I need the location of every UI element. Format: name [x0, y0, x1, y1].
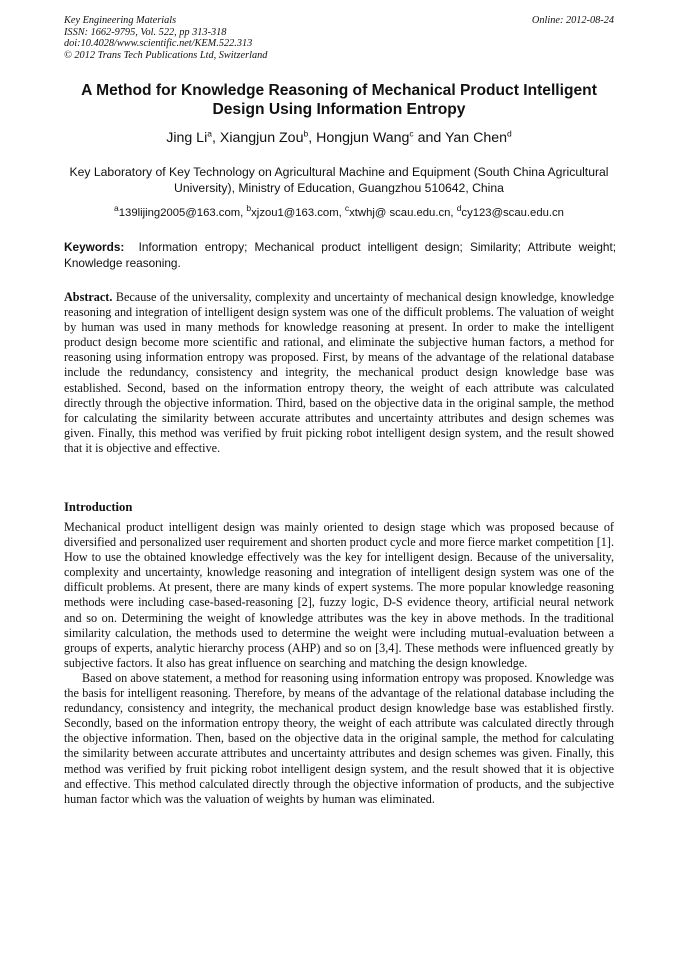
email-sup: a: [114, 203, 119, 214]
author-sup: b: [303, 128, 309, 139]
author: Yan Chen: [444, 130, 508, 146]
online-date: Online: 2012-08-24: [531, 15, 614, 26]
author-sep: ,: [211, 130, 220, 146]
keywords-text: Information entropy; Mechanical product intelligent design; Similarity; Attribute weight; Knowledge reasoning.: [64, 240, 616, 270]
issn-line: ISSN: 1662-9795, Vol. 522, pp 313-318: [64, 26, 227, 38]
author-sup: c: [409, 128, 414, 139]
paragraph: Based on above statement, a method for reasoning using information entropy was proposed. Knowledge was the basis for intelligent reasoning. Therefore, by means of the advantage of the relational database including the redundancy, consistency and integrity, the mechanical product design knowledge base was established firstly. Secondly, based on the information entropy theory, the weight of each attribute was calculated directly through the objective information. Then, based on the objective data in the original sample, the method for calculating the similarity between accurate attributes and uncertainty attributes and design schemes was given. Finally, this method was verified by fruit picking robot intelligent design system, and the result showed that it is objective and effective. This method calculated directly through the objective information of products, and the subjective human factor which was the valuation of weights by human was eliminated.: [64, 670, 614, 806]
introduction-body: [64, 520, 614, 807]
email-sup: d: [456, 203, 462, 214]
email-sup: c: [344, 203, 350, 214]
author: Xiangjun Zou: [219, 130, 304, 146]
author-sup: a: [207, 128, 212, 139]
keywords: [64, 239, 616, 271]
email-sep: ,: [450, 207, 457, 219]
author: Jing Li: [166, 130, 208, 146]
email-address: cy123@scau.edu.cn: [461, 207, 564, 219]
paragraph: Mechanical product intelligent design was mainly oriented to design stage which was proposed because of diversified and personalized user requirement and shorten product cycle and more fierce market competition [1]. How to use the obtained knowledge effectively was the key for intelligent design. Because of the universality, complexity and uncertainty, knowledge reasoning and integration of intelligent design system was one of the difficult problems. At present, there are many kinds of expert systems. The more popular knowledge reasoning methods were including case-based-reasoning [2], fuzzy logic, D-S evidence theory, artificial neural network and so on. Determining the weight of knowledge attributes was the key in above methods. In the traditional similarity calculation, the methods used to determine the weight were including mutual-evaluation between a groups of experts, analytic hierarchy process (AHP) and so on [3,4]. These methods were influenced greatly by subjective factors. It also has great influence on searching and matching the design knowledge.: [64, 520, 614, 670]
email-address: 139lijing2005@163.com: [118, 207, 241, 219]
doi-line: doi:10.4028/www.scientific.net/KEM.522.313: [64, 38, 253, 50]
abstract-label: Abstract.: [64, 290, 113, 304]
email-sep: ,: [240, 207, 247, 219]
email-sup: b: [246, 203, 252, 214]
keywords-label: Keywords:: [64, 240, 125, 254]
abstract-text: Because of the universality, complexity and uncertainty of mechanical design knowledge, knowledge reasoning and integration of intelligent design system was one of the difficult problems. The valuation of weight by human was used in many methods for knowledge reasoning at present. In order to make the intelligent product design become more scientific and rational, and eliminate the subjective human factors, a method for reasoning using information entropy was proposed. First, by means of the advantage of the relational database include the redundancy, consistency and integrity, the mechanical product design knowledge base was established. Second, based on the information entropy theory, the weight of each attribute was calculated directly through the objective information. Third, based on the objective data in the original sample, the method for calculating the similarity between accurate attributes and uncertainty attributes and design schemes was given. Finally, this method was verified by fruit picking robot intelligent design system, and the result showed that it is objective and effective.: [64, 290, 614, 455]
section-heading-introduction: Introduction: [64, 500, 133, 514]
email-list: [60, 205, 618, 221]
author-sup: d: [507, 128, 512, 139]
affiliation: Key Laboratory of Key Technology on Agricultural Machine and Equipment (South China Agricultural University), Ministry of Education, Guangzhou 510642, China: [69, 165, 609, 195]
author-sep: and: [413, 130, 445, 146]
author: Hongjun Wang: [316, 130, 410, 146]
copyright-line: © 2012 Trans Tech Publications Ltd, Switzerland: [64, 49, 268, 61]
author-sep: ,: [308, 130, 317, 146]
journal-name: Key Engineering Materials: [64, 15, 177, 26]
paper-title: A Method for Knowledge Reasoning of Mechanical Product Intelligent Design Using Information Entropy: [81, 82, 597, 118]
journal-header: [64, 15, 614, 61]
author-list: [60, 129, 618, 147]
abstract: [64, 290, 614, 456]
email-address: xtwhj@ scau.edu.cn: [349, 207, 451, 219]
email-sep: ,: [338, 207, 345, 219]
email-address: xjzou1@163.com: [251, 207, 339, 219]
